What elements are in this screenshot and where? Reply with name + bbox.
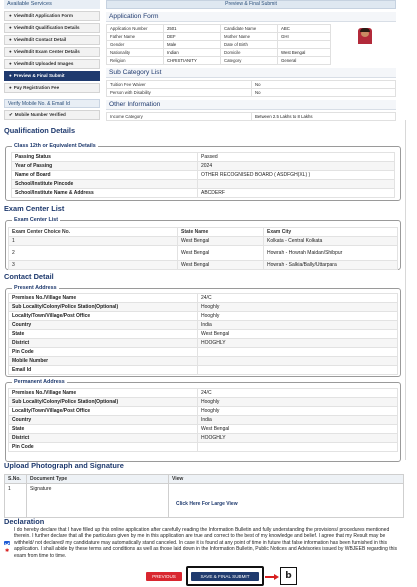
permanent-address-table	[8, 388, 398, 452]
sidebar-item-preview-submit[interactable]: ● Preview & Final Submit	[4, 71, 100, 81]
circle-icon: ●	[9, 37, 12, 42]
sub-category-table	[106, 80, 396, 97]
table-row: District HOOGHLY	[9, 434, 398, 443]
table-row: Premises No./Village Name 24/C	[9, 389, 398, 398]
table-row: Country India	[9, 321, 398, 330]
table-row: Nationality Indian Domicile West Bengal	[107, 49, 331, 57]
declaration-checkbox[interactable]	[4, 541, 10, 545]
declaration-text: I do hereby declare that I have filled up this online application after carefully reading the Information Bulletin and fully understanding the provisions/ procedures mentioned therein. I further declare that all the particulars given by me in this application are true and correct to the best of my knowledge and belief. I agree that my Result may be withheld/ not declared/ my candidature may automatically stand canceled. In case it is found at any point of time in future that false information has been furnished in this application. I shall abide by these terms and conditions as well as those laid down in the Information Bulletin, Public Notices and Advisories issued by WBJEEB regarding this exam from time to time.	[14, 527, 397, 559]
table-row: 3 West Bengal Howrah - Salkia/Bally/Uttarpara	[9, 261, 398, 270]
table-row: Sub Locality/Colony/Police Station(Optional) Hooghly	[9, 398, 398, 407]
verify-header: Verify Mobile No. & Email Id	[4, 99, 100, 108]
candidate-photo	[350, 28, 380, 44]
sidebar-item-application-form[interactable]: ● View/Edit Application Form	[4, 11, 100, 21]
table-row: Gender Male Date of Birth	[107, 41, 331, 49]
exam-center-legend: Exam Center List	[14, 217, 59, 223]
table-row: Mobile Number	[9, 357, 398, 366]
check-icon: ✔	[9, 112, 13, 117]
table-row: State West Bengal	[9, 425, 398, 434]
circle-icon: ●	[9, 49, 12, 54]
table-row: Sub Locality/Colony/Police Station(Optional) Hooghly	[9, 303, 398, 312]
table-row: 2 West Bengal Howrah - Howrah Maidan/Shibpur	[9, 246, 398, 261]
sidebar-item-pay-fee[interactable]: ● Pay Registration Fee	[4, 83, 100, 93]
present-address-table	[8, 293, 398, 375]
circle-icon: ●	[9, 13, 12, 18]
other-info-title: Other Information	[106, 100, 396, 110]
sidebar-item-uploaded-images[interactable]: ● View/Edit Uploaded Images	[4, 59, 100, 69]
annotation-callout: b	[280, 567, 297, 585]
application-form-table	[106, 24, 331, 65]
table-header-row: Exam Center Choice No. State Name Exam City	[9, 228, 398, 237]
circle-icon: ●	[9, 73, 12, 78]
table-row: 1 West Bengal Kolkata - Central Kolkata	[9, 237, 398, 246]
table-row: District HOOGHLY	[9, 339, 398, 348]
table-row: Income Category Between 2.5 Lakhs to 8 Lakhs	[107, 113, 396, 121]
sidebar	[4, 0, 100, 122]
upload-title: Upload Photograph and Signature	[4, 461, 124, 470]
sidebar-item-mobile-verified[interactable]: ✔ Mobile Number Verified	[4, 110, 100, 120]
table-row: Father Name DEF Mother Name GHI	[107, 33, 331, 41]
sidebar-header: Available Services	[4, 0, 100, 9]
exam-center-table	[8, 227, 398, 270]
present-address-legend: Present Address	[14, 285, 57, 291]
table-header-row: S.No. Document Type View	[5, 475, 404, 484]
table-row: School/Institute Name & Address ABCDERF	[12, 189, 395, 198]
table-row: Locality/Town/Village/Post Office Hooghly	[9, 407, 398, 416]
sidebar-item-exam-center[interactable]: ● View/Edit Exam Center Details	[4, 47, 100, 57]
table-row: 1 Signature	[5, 484, 404, 518]
required-marker: ✱	[5, 548, 10, 554]
table-row: Religion CHRISTIANITY Category General	[107, 57, 331, 65]
annotation-arrow-head	[274, 574, 279, 580]
qualification-title: Qualification Details	[4, 126, 76, 135]
declaration-title: Declaration	[4, 517, 45, 526]
circle-icon: ●	[9, 25, 12, 30]
previous-button[interactable]: PREVIOUS	[146, 572, 182, 581]
table-row: Locality/Town/Village/Post Office Hooghly	[9, 312, 398, 321]
table-row: Tuition Fee Waiver No	[107, 81, 396, 89]
permanent-address-legend: Permanent Address	[14, 379, 65, 385]
large-view-link[interactable]: Click Here For Large View	[176, 501, 238, 507]
application-form-title: Application Form	[106, 12, 396, 22]
table-row: Person with Disability No	[107, 89, 396, 97]
sidebar-item-qualification[interactable]: ● View/Edit Qualification Details	[4, 23, 100, 33]
table-row: School/Institute Pincode	[12, 180, 395, 189]
table-row: Name of Board OTHER RECOGNISED BOARD ( ASDFGH(XL) )	[12, 171, 395, 180]
qualification-legend: Class 12th or Equivalent Details	[14, 143, 96, 149]
table-row: Year of Passing 2024	[12, 162, 395, 171]
sidebar-item-contact[interactable]: ● View/Edit Contact Detail	[4, 35, 100, 45]
table-row: Pin Code	[9, 348, 398, 357]
preview-panel	[106, 0, 396, 121]
table-row: Application Number 2501 Candidate Name ABC	[107, 25, 331, 33]
circle-icon: ●	[9, 85, 12, 90]
save-final-submit-button[interactable]: SAVE & FINAL SUBMIT	[191, 572, 259, 581]
table-row: Pin Code	[9, 443, 398, 452]
table-row: Email Id	[9, 366, 398, 375]
sub-category-title: Sub Category List	[106, 68, 396, 78]
divider	[405, 120, 406, 460]
table-row: State West Bengal	[9, 330, 398, 339]
preview-header: Preview & Final Submit	[106, 0, 396, 9]
exam-center-title: Exam Center List	[4, 204, 65, 213]
table-row: Premises No./Village Name 24/C	[9, 294, 398, 303]
contact-title: Contact Detail	[4, 272, 54, 281]
upload-table	[4, 474, 404, 518]
circle-icon: ●	[9, 61, 12, 66]
table-row: Passing Status Passed	[12, 153, 395, 162]
other-info-table	[106, 112, 396, 121]
qualification-table	[11, 152, 395, 198]
table-row: Country India	[9, 416, 398, 425]
